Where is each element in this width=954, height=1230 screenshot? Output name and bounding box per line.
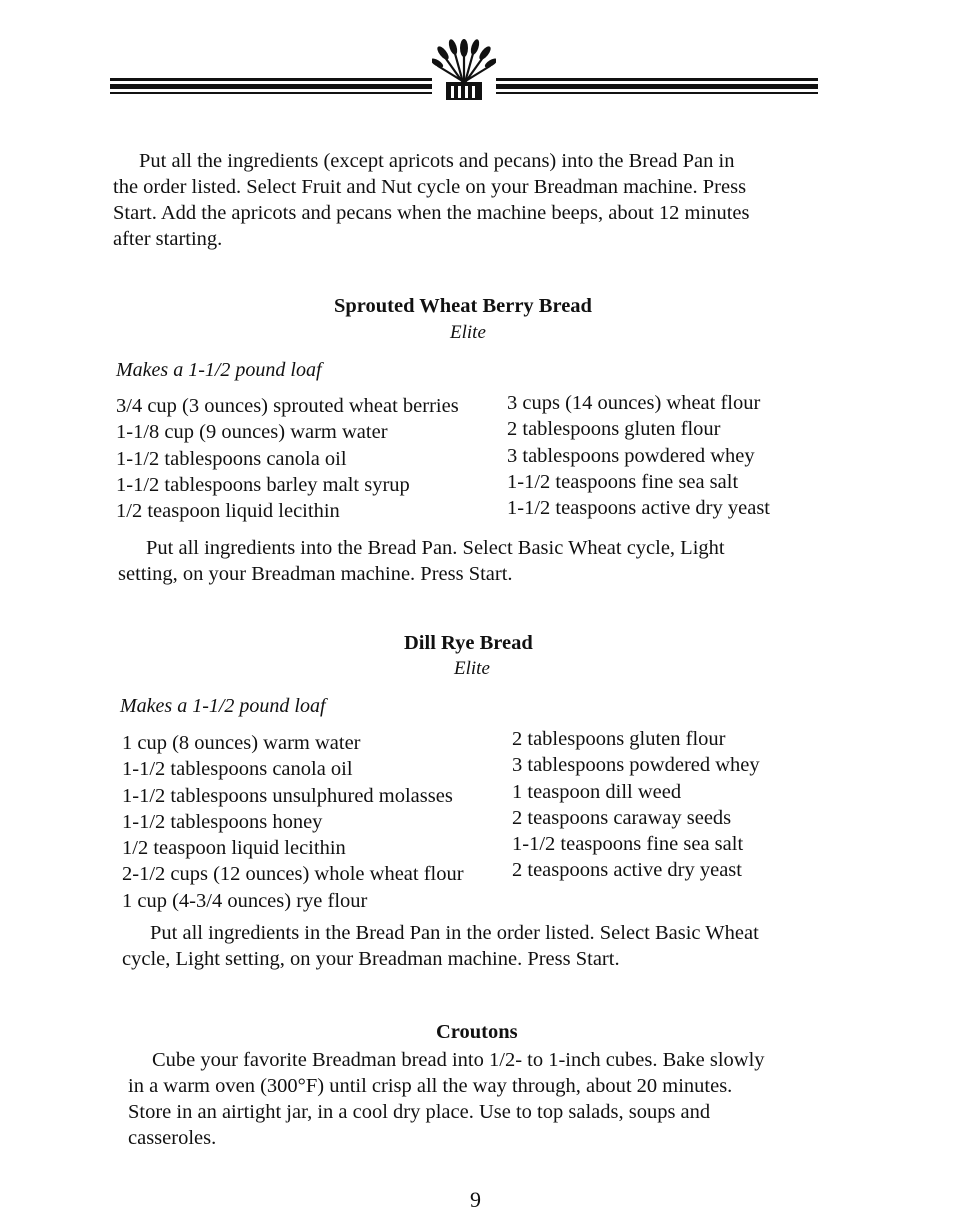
recipe-title: Croutons — [436, 1021, 518, 1043]
intro-line: Put all the ingredients (except apricots and pecans) into the Bread Pan in — [139, 150, 735, 172]
ingredient-item: 2 teaspoons active dry yeast — [512, 859, 742, 882]
intro-line: Start. Add the apricots and pecans when the machine beeps, about 12 minutes — [113, 202, 750, 224]
recipe-title: Dill Rye Bread — [404, 632, 533, 654]
ingredient-item: 1 cup (4-3/4 ounces) rye flour — [122, 889, 368, 912]
ingredient-item: 1 teaspoon dill weed — [512, 780, 682, 803]
recipe-yield: Makes a 1-1/2 pound loaf — [116, 359, 322, 381]
recipe-instructions — [118, 535, 725, 587]
recipe-title: Sprouted Wheat Berry Bread — [334, 295, 592, 317]
ingredient-item: 3 cups (14 ounces) wheat flour — [507, 392, 761, 414]
ingredient-item: 1-1/2 teaspoons fine sea salt — [507, 470, 739, 493]
ingredient-item: 2 tablespoons gluten flour — [507, 418, 721, 441]
instruction-line: Store in an airtight jar, in a cool dry place. Use to top salads, soups and — [128, 1101, 711, 1123]
instruction-line: setting, on your Breadman machine. Press Start. — [118, 563, 513, 585]
ingredient-item: 1/2 teaspoon liquid lecithin — [116, 500, 340, 523]
ingredient-item: 1-1/2 tablespoons barley malt syrup — [116, 473, 410, 496]
recipe-model: Elite — [450, 322, 486, 343]
recipe-model: Elite — [454, 658, 490, 679]
ingredient-item: 2-1/2 cups (12 ounces) whole wheat flour — [122, 863, 464, 886]
wheat-sheaf-icon — [432, 36, 496, 102]
ingredient-item: 1-1/2 teaspoons fine sea salt — [512, 833, 744, 856]
instruction-line: in a warm oven (300°F) until crisp all the way through, about 20 minutes. — [128, 1075, 733, 1097]
ingredient-list-left — [122, 730, 464, 914]
ingredient-item: 2 tablespoons gluten flour — [512, 728, 726, 750]
ingredient-item: 1-1/2 tablespoons canola oil — [116, 447, 347, 470]
instruction-line: Cube your favorite Breadman bread into 1/2- to 1-inch cubes. Bake slowly — [152, 1049, 765, 1071]
ingredient-list-left — [116, 393, 459, 524]
instruction-line: cycle, Light setting, on your Breadman machine. Press Start. — [122, 948, 620, 970]
ingredient-item: 1-1/2 teaspoons active dry yeast — [507, 497, 771, 520]
intro-paragraph — [113, 148, 749, 252]
ingredient-item: 3 tablespoons powdered whey — [507, 444, 755, 467]
page-number: 9 — [470, 1187, 481, 1212]
instruction-line: casseroles. — [128, 1127, 217, 1149]
ingredient-item: 1-1/2 tablespoons unsulphured molasses — [122, 784, 453, 807]
ingredient-item: 3/4 cup (3 ounces) sprouted wheat berries — [116, 395, 459, 417]
intro-line: after starting. — [113, 228, 223, 250]
ingredient-item: 1-1/2 tablespoons canola oil — [122, 758, 353, 781]
recipe-instructions — [122, 920, 759, 972]
intro-line: the order listed. Select Fruit and Nut cycle on your Breadman machine. Press — [113, 176, 747, 198]
instruction-line: Put all ingredients into the Bread Pan. Select Basic Wheat cycle, Light — [146, 537, 725, 559]
ingredient-item: 1/2 teaspoon liquid lecithin — [122, 837, 346, 860]
instruction-line: Put all ingredients in the Bread Pan in the order listed. Select Basic Wheat — [150, 922, 759, 944]
ingredient-item: 3 tablespoons powdered whey — [512, 754, 760, 777]
ingredient-item: 1-1/8 cup (9 ounces) warm water — [116, 421, 388, 444]
ingredient-item: 2 teaspoons caraway seeds — [512, 806, 732, 829]
ingredient-list-right — [512, 726, 760, 884]
ingredient-list-right — [507, 390, 770, 521]
ingredient-item: 1 cup (8 ounces) warm water — [122, 732, 361, 754]
ingredient-item: 1-1/2 tablespoons honey — [122, 810, 323, 833]
recipe-yield: Makes a 1-1/2 pound loaf — [120, 695, 326, 717]
recipe-instructions — [128, 1047, 765, 1151]
